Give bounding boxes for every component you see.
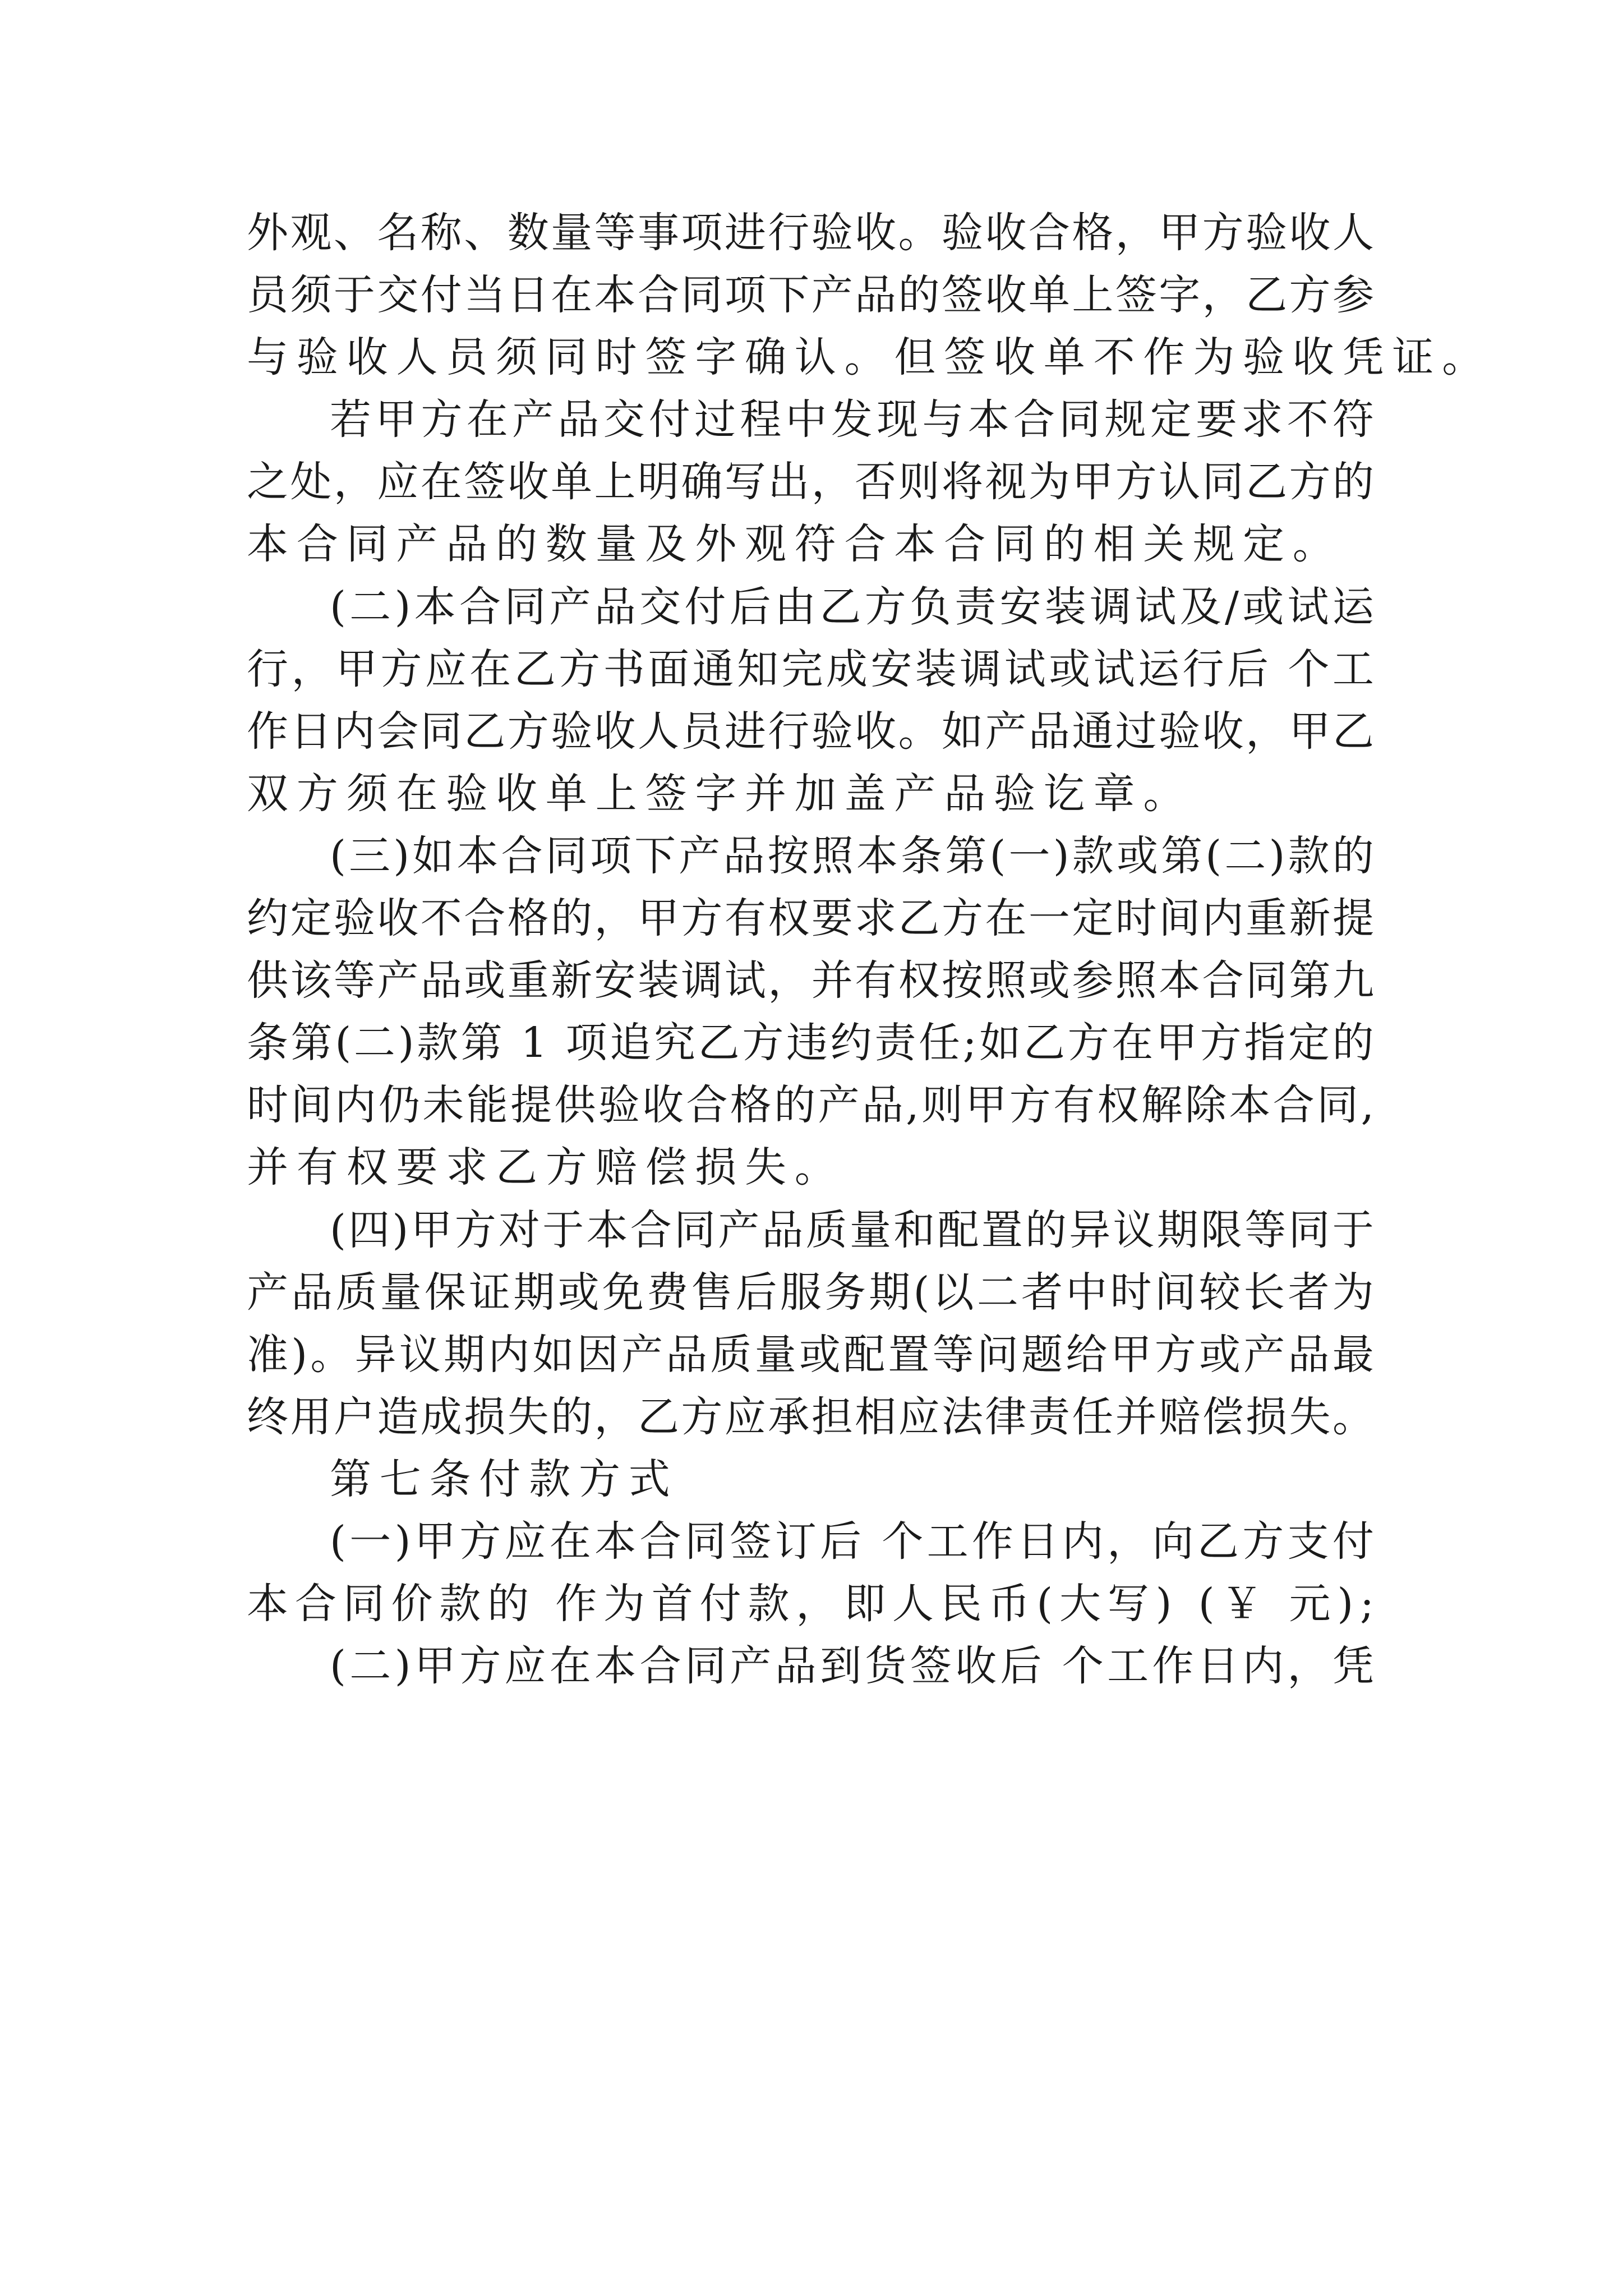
text-line: ( 一 ) 甲 方 应 在 本 合 同 签 订 后 个 工 作 日 内 ， 向 乙 方 支 付 [330, 1517, 1374, 1566]
text-line: 外 观 、 名 称 、 数 量 等 事 项 进 行 验 收 。 验 收 合 格 ， 甲 方 验 收 人 [247, 209, 1374, 257]
text-line: 作 日 内 会 同 乙 方 验 收 人 员 进 行 验 收 。 如 产 品 通 过 验 收 ， 甲 乙 [247, 707, 1374, 756]
text-line: 第七条付款方式 [330, 1455, 679, 1503]
text-line: ( 二 ) 甲 方 应 在 本 合 同 产 品 到 货 签 收 后 个 工 作 日 内 ， 凭 [330, 1642, 1374, 1691]
text-line: 并有权要求乙方赔偿损失。 [247, 1143, 845, 1192]
text-line: 时 间 内 仍 未 能 提 供 验 收 合 格 的 产 品 , 则 甲 方 有 权 解 除 本 合 同 , [247, 1081, 1374, 1130]
text-line: ( 四 ) 甲 方 对 于 本 合 同 产 品 质 量 和 配 置 的 异 议 期 限 等 同 于 [330, 1205, 1374, 1254]
text-line: 行 ， 甲 方 应 在 乙 方 书 面 通 知 完 成 安 装 调 试 或 试 运 行 后 个 工 [247, 645, 1374, 693]
text-line: ( 二 ) 本 合 同 产 品 交 付 后 由 乙 方 负 责 安 装 调 试 及 / 或 试 运 [330, 582, 1374, 631]
text-line: 双方须在验收单上签字并加盖产品验讫章。 [247, 769, 1193, 818]
text-line: 员 须 于 交 付 当 日 在 本 合 同 项 下 产 品 的 签 收 单 上 签 字 ， 乙 方 参 [247, 271, 1374, 320]
text-line: 供 该 等 产 品 或 重 新 安 装 调 试 ， 并 有 权 按 照 或 参 照 本 合 同 第 九 [247, 956, 1374, 1005]
text-line: 之 处 ， 应 在 签 收 单 上 明 确 写 出 ， 否 则 将 视 为 甲 方 认 同 乙 方 的 [247, 458, 1374, 507]
text-line: ( 三 ) 如 本 合 同 项 下 产 品 按 照 本 条 第 ( 一 ) 款 或 第 ( 二 ) 款 的 [330, 831, 1374, 880]
text-line: 与验收人员须同时签字确认。但签收单不作为验收凭证。 [247, 333, 1492, 382]
text-line: 条 第 ( 二 ) 款 第 1 项 追 究 乙 方 违 约 责 任 ; 如 乙 方 在 甲 方 指 定 的 [247, 1019, 1374, 1068]
text-line: 准 ) 。 异 议 期 内 如 因 产 品 质 量 或 配 置 等 问 题 给 甲 方 或 产 品 最 [247, 1330, 1374, 1379]
text-line: 产 品 质 量 保 证 期 或 免 费 售 后 服 务 期 ( 以 二 者 中 时 间 较 长 者 为 [247, 1268, 1374, 1317]
text-line: 若 甲 方 在 产 品 交 付 过 程 中 发 现 与 本 合 同 规 定 要 求 不 符 [330, 395, 1374, 444]
text-line: 约 定 验 收 不 合 格 的 ， 甲 方 有 权 要 求 乙 方 在 一 定 时 间 内 重 新 提 [247, 894, 1374, 943]
text-line: 终 用 户 造 成 损 失 的 ， 乙 方 应 承 担 相 应 法 律 责 任 并 赔 偿 损 失 。 [247, 1392, 1374, 1441]
text-line: 本合同产品的数量及外观符合本合同的相关规定。 [247, 520, 1343, 569]
text-line: 本 合 同 价 款 的 作 为 首 付 款 ， 即 人 民 币 ( 大 写 ) ( ￥ 元 ) ; [247, 1580, 1374, 1628]
contract-text [247, 202, 1492, 1697]
